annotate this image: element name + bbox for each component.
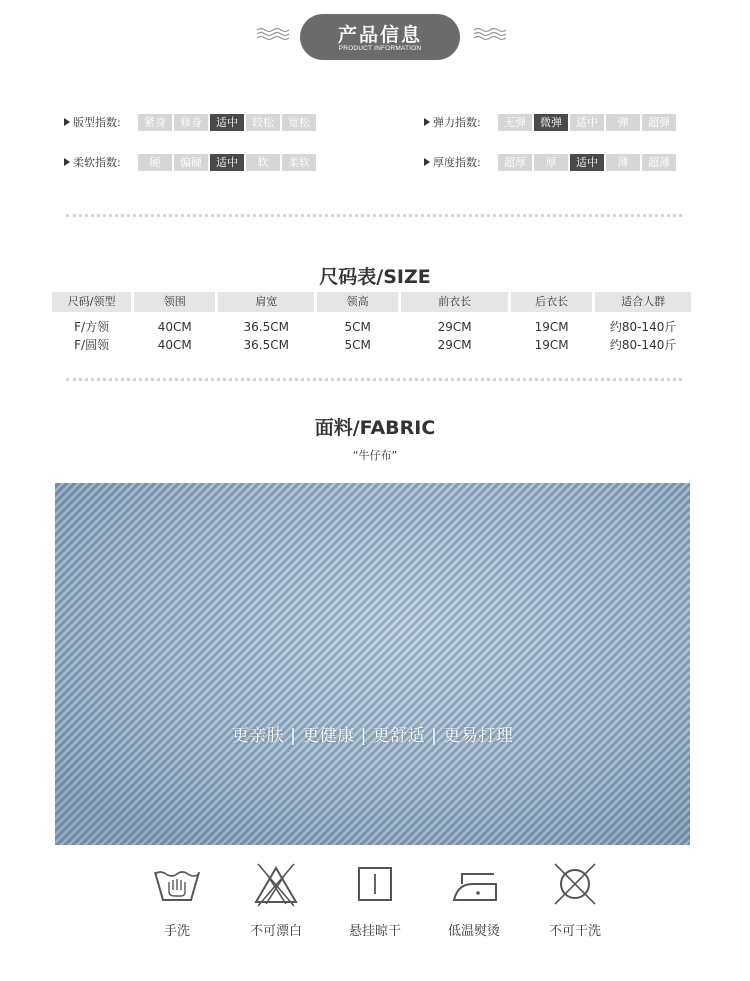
size-table-header	[52, 292, 694, 312]
divider	[66, 378, 682, 381]
denim-fabric-image	[55, 483, 690, 845]
wave-decoration-icon	[256, 26, 292, 42]
fit-index	[64, 113, 318, 131]
index-option: 适中	[570, 114, 604, 131]
fabric-title: 面料/FABRIC	[314, 417, 436, 439]
care-label: 悬挂晾干	[348, 924, 401, 939]
divider	[66, 214, 682, 217]
index-label: 厚度指数:	[433, 156, 481, 169]
table-cell: 5CM	[344, 320, 371, 334]
triangle-bullet-icon	[424, 158, 430, 166]
index-option: 修身	[174, 114, 208, 131]
care-hand-wash	[137, 862, 217, 939]
index-option: 适中	[210, 114, 244, 131]
no-dry-clean-icon	[549, 862, 601, 908]
triangle-bullet-icon	[64, 118, 70, 126]
index-option: 较松	[246, 114, 280, 131]
triangle-bullet-icon	[424, 118, 430, 126]
care-no-bleach	[236, 862, 316, 939]
index-options	[138, 154, 318, 171]
table-cell: 36.5CM	[243, 320, 289, 334]
index-option: 硬	[138, 154, 172, 171]
index-option: 软	[246, 154, 280, 171]
table-cell: 19CM	[534, 320, 569, 334]
triangle-bullet-icon	[64, 158, 70, 166]
softness-index	[64, 153, 318, 171]
index-option: 适中	[210, 154, 244, 171]
table-row	[52, 336, 694, 354]
table-cell: 40CM	[157, 338, 192, 352]
hang-dry-icon	[349, 862, 401, 908]
hand-wash-icon	[151, 862, 203, 908]
table-cell: 29CM	[437, 338, 472, 352]
table-cell: 29CM	[437, 320, 472, 334]
index-option: 超薄	[642, 154, 676, 171]
table-header-cell: 后衣长	[511, 292, 592, 312]
table-cell: F/圆领	[74, 338, 110, 352]
size-table-body	[52, 318, 694, 354]
denim-texture	[55, 483, 690, 845]
table-cell: 40CM	[157, 320, 192, 334]
index-label: 柔软指数:	[73, 156, 121, 169]
table-cell: 5CM	[344, 338, 371, 352]
index-label: 弹力指数:	[433, 116, 481, 129]
table-cell: F/方领	[74, 320, 110, 334]
table-header-cell: 肩宽	[218, 292, 314, 312]
table-header-cell: 适合人群	[595, 292, 691, 312]
table-cell: 约80-140斤	[609, 338, 677, 352]
index-option: 微弹	[534, 114, 568, 131]
care-label: 不可漂白	[249, 924, 302, 939]
no-bleach-icon	[250, 862, 302, 908]
index-label: 版型指数:	[73, 116, 121, 129]
header	[0, 0, 750, 70]
table-header-cell: 尺码/领型	[52, 292, 131, 312]
table-cell: 19CM	[534, 338, 569, 352]
stretch-index	[424, 113, 678, 131]
table-row	[52, 318, 694, 336]
low-iron-icon	[448, 862, 500, 908]
index-option: 厚	[534, 154, 568, 171]
index-option: 宽松	[282, 114, 316, 131]
size-table	[52, 292, 694, 354]
care-label: 不可干洗	[548, 924, 601, 939]
index-options	[498, 154, 678, 171]
table-cell: 36.5CM	[243, 338, 289, 352]
page-title: 产品信息	[337, 24, 422, 46]
care-hang-dry	[335, 862, 415, 939]
index-option: 柔软	[282, 154, 316, 171]
table-header-cell: 前衣长	[401, 292, 508, 312]
index-option: 超厚	[498, 154, 532, 171]
table-header-cell: 领围	[134, 292, 215, 312]
thickness-index	[424, 153, 678, 171]
fabric-material: “牛仔布”	[352, 449, 398, 462]
care-label: 手洗	[163, 924, 190, 939]
care-low-iron	[434, 862, 514, 939]
index-option: 弹	[606, 114, 640, 131]
index-options	[138, 114, 318, 131]
index-option: 超弹	[642, 114, 676, 131]
table-header-cell: 领高	[317, 292, 398, 312]
index-options	[498, 114, 678, 131]
size-title: 尺码表/SIZE	[319, 266, 431, 288]
fabric-slogan: 更亲肤 | 更健康 | 更舒适 | 更易打理	[231, 726, 514, 746]
page-subtitle: PRODUCT INFORMATION	[338, 45, 422, 52]
wave-decoration-icon	[473, 26, 509, 42]
index-option: 偏硬	[174, 154, 208, 171]
care-label: 低温熨烫	[447, 924, 500, 939]
index-option: 无弹	[498, 114, 532, 131]
header-pill	[300, 14, 460, 60]
care-no-dry-clean	[535, 862, 615, 939]
index-option: 薄	[606, 154, 640, 171]
index-option: 适中	[570, 154, 604, 171]
table-cell: 约80-140斤	[609, 320, 677, 334]
index-option: 紧身	[138, 114, 172, 131]
